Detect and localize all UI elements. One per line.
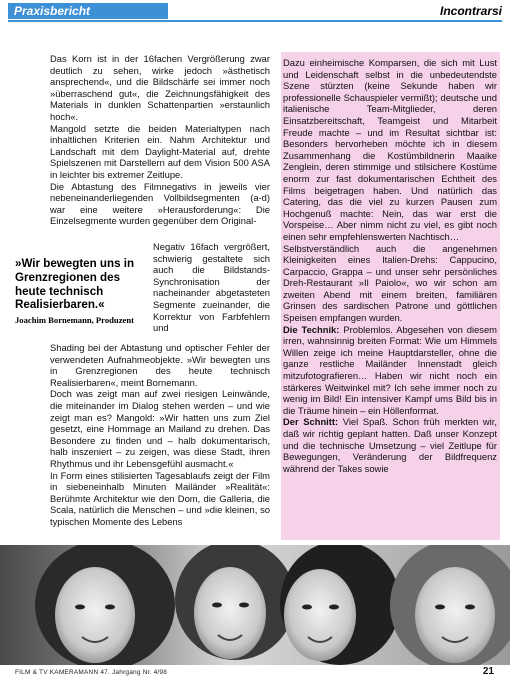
paragraph-schnitt bbox=[283, 416, 497, 474]
article-column-left-wrap bbox=[153, 241, 270, 334]
paragraph-screens: Doch was zeigt man auf zwei riesigen Leinwände, die miteinander im Dialog stehen werden – und wie zeigt man es? Mangold: »Wir hatten uns zum Ziel gesetzt, eine Hommage an Mailand zu drehen. Das Besondere zu finden und – halb dokumentarisch, halb inszeniert – zu zeigen, was diese Stadt, ihren Rhythmus und ihr Lebensgefühl ausmacht.« bbox=[50, 388, 270, 469]
pull-quote bbox=[15, 257, 147, 326]
paragraph-scanning-cont: Negativ 16fach vergrößert, schwierig gestaltete sich auch die Bildstands-Synchronisation der nacheinander abgetasteten Segmente zueinander, die Korrektur von Farbfehlern und bbox=[153, 241, 270, 334]
column-title: Incontrarsi bbox=[439, 4, 502, 18]
paragraph-grain: Das Korn ist in der 16fachen Vergrößerung zwar deutlich zu sehen, wirke jedoch »ästhetisch ansprechend«, und die Bildschärfe sei immer noch »überraschend gut«, die Zeichnungsfähigkeit des Materials in dunklen Schattenpartien »erstaunlich hoch«. bbox=[50, 53, 270, 122]
article-column-right bbox=[283, 57, 497, 474]
photo-faces-image bbox=[0, 545, 510, 665]
footer-credit: FILM & TV KAMERAMANN 47. Jahrgang Nr. 4/98 bbox=[15, 669, 168, 676]
pull-quote-text: »Wir bewegten uns in Grenzregionen des heute technisch Realisierbaren.« bbox=[15, 257, 135, 312]
paragraph-technik bbox=[283, 324, 497, 417]
article-column-left-bottom bbox=[50, 342, 270, 528]
photo-strip bbox=[0, 545, 510, 665]
paragraph-shading: Shading bei der Abtastung und optischer Fehler der verwendeten Aufnahmeobjekte. »Wir bewegten uns in Grenzregionen des heute technisch Realisierbaren«, meint Bornemann. bbox=[50, 342, 270, 388]
paragraph-scanning: Die Abtastung des Filmnegativs in jeweils vier nebeneinanderliegenden Vollbildsegmenten (a-d) war eine weitere »Herausforderung«: Die Einzelsegmente wurden gegenüber dem Original- bbox=[50, 180, 270, 227]
article-column-left-top bbox=[50, 53, 270, 227]
paragraph-milan: In Form eines stilisierten Tagesablaufs zeigt der Film in siebeneinhalb Minuten Mailänder »Realität«: Berühmte Architektur wie den Dom, die Galleria, die Scala, natürlich die Menschen – und »die kleinen, so typischen Momente des Lebens bbox=[50, 469, 270, 527]
page-header bbox=[0, 0, 510, 22]
technik-text: Problemlos. Abgesehen von diesem irren, wahnsinnig breiten Format: Wie um Himmels Willen zeige ich meine Hauptdarsteller, ohne die ganze restliche Mailänder Innenstadt gleich mitzufotografieren… Haben wir nicht noch ein stärkeres Weitwinkel mit? Ich sehe immer noch zu wenig im Bild! Ein intensiver Kampf ums Bild bis in die Träume hinein – ein Höllenformat. bbox=[283, 323, 497, 416]
paragraph-materials: Mangold setzte die beiden Materialtypen nach inhaltlichen Kriterien ein. Nahm Architektur und Landschaft mit dem Daylight-Material auf, drehte Spielszenen mit Darstellern auf dem Vision 500 ASA in leichter bis extremer Zeitlupe. bbox=[50, 122, 270, 180]
technik-label: Die Technik: bbox=[283, 323, 340, 335]
header-rule bbox=[8, 20, 502, 22]
schnitt-label: Der Schnitt: bbox=[283, 416, 339, 428]
schnitt-text: Viel Spaß. Schon früh merkten wir, daß wir richtig geplant hatten. Daß unser Konzept und die technische Umsetzung – viel Zeitlupe für Bewegungen, Veränderung der Bildfrequenz während der Takes sowie bbox=[283, 416, 497, 474]
paragraph-extras: Dazu einheimische Komparsen, die sich mit Lust und Leidenschaft selbst in die unbedeutendste Szene stürzten (keine Sekunde haben wir professionelle Schauspieler vermißt); deutsche und italienische Team-Mitglieder, deren Einsatzbereitschaft, Teamgeist und Mitarbeit Freude machte – und im Resultat sichtbar ist: Besonders hervorheben möchte ich in diesem Zusammenhang die Kostümbildnerin Maaike Zenglein, deren stimmige und stilsichere Kostüme enorm zur fast dokumentarischen Echtheit des Films beigetragen haben. Und natürlich das Catering, das die viel zu kurzen Pausen zum Hochgenuß machte: Nein, das war erst die Vorspeise… Aber nimm nicht zu viel, es gibt noch einen sehr empfehlenswerten Nachtisch… bbox=[283, 57, 497, 242]
section-label: Praxisbericht bbox=[8, 3, 168, 19]
page-number: 21 bbox=[482, 666, 494, 677]
paragraph-italy: Selbstverständlich auch die angenehmen Kleinigkeiten eines Italien-Drehs: Cappucino, Carpaccio, Grappa – und unser sehr persönliches Dreh-Restaurant »Il Paiolo«, wo wir schon am zweiten Abend mit einem breiten, familiären Grinsen des sardischen Patrone und göttlichen Speisen empfangen wurden. bbox=[283, 242, 497, 324]
pull-quote-author: Joachim Bornemann, Produzent bbox=[15, 315, 134, 326]
